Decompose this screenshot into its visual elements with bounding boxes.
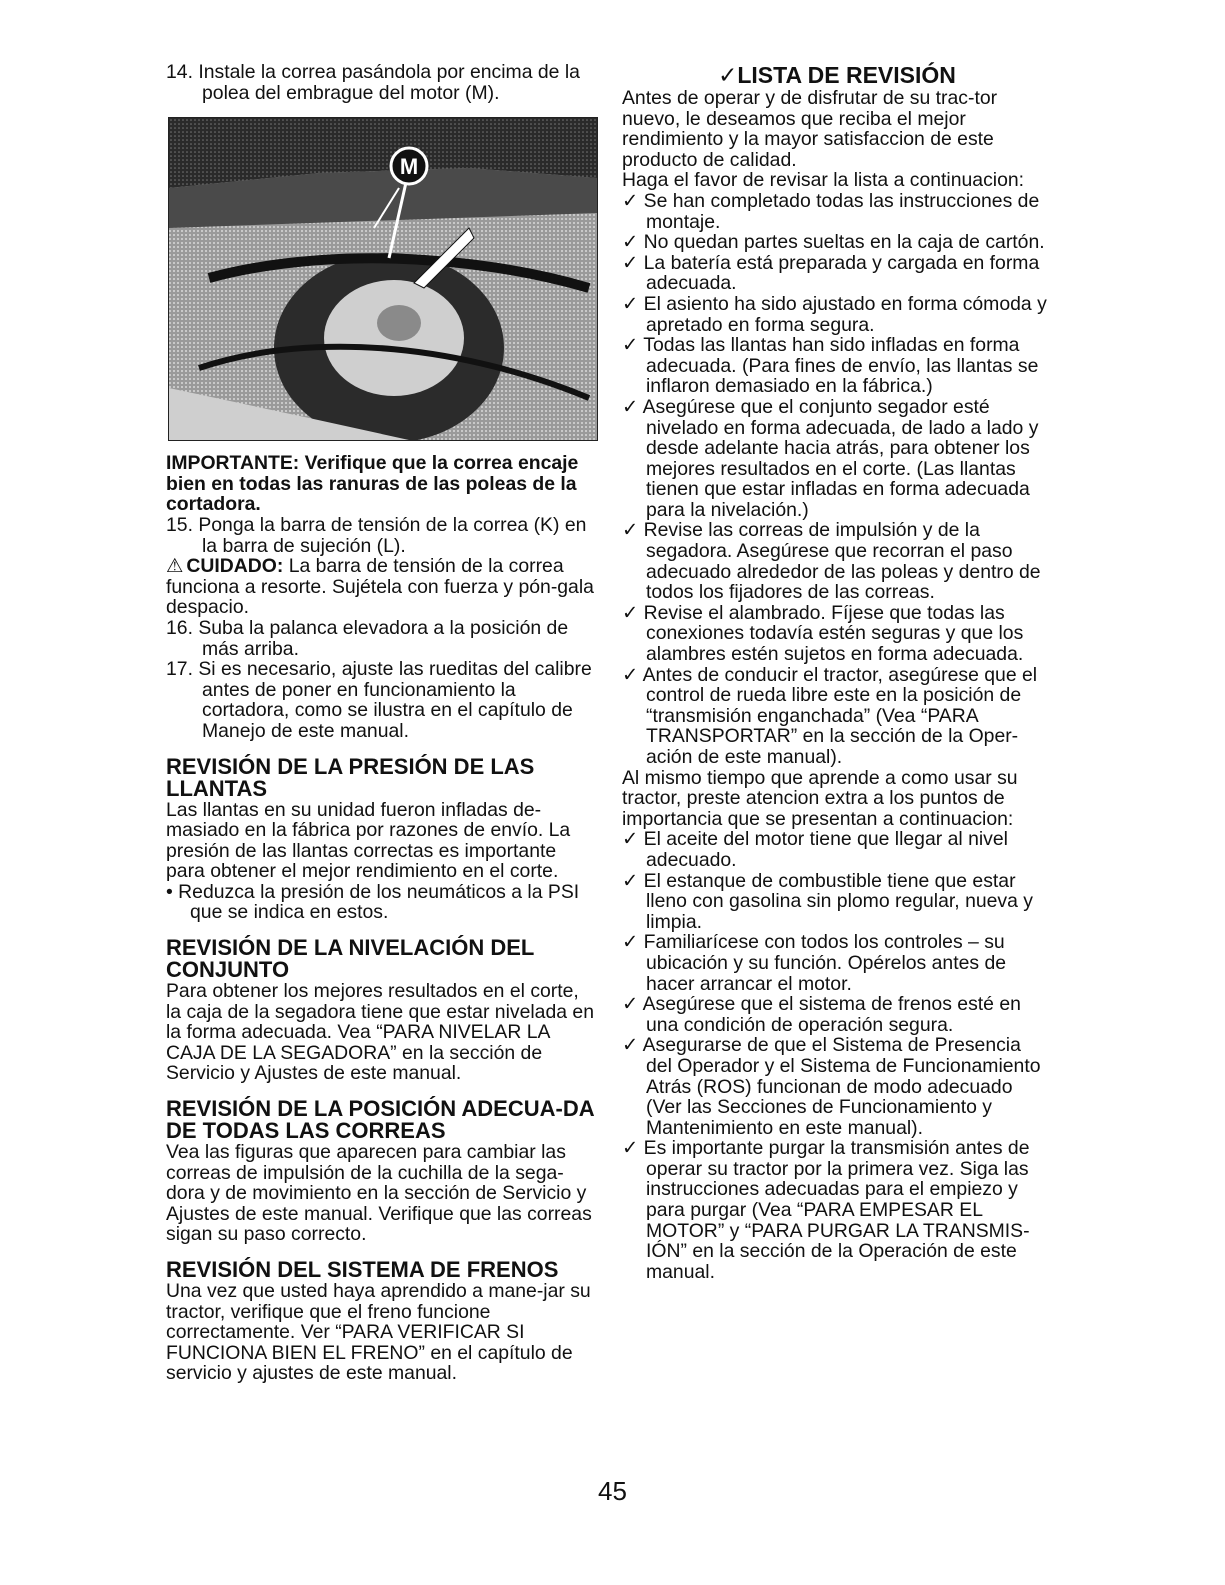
engine-pulley-photo: [168, 117, 598, 441]
checklist-middle: Al mismo tiempo que aprende a como usar su tractor, preste atencion extra a los puntos de importancia que se presentan a continuacion:: [622, 766, 1018, 830]
checklist-item: ✓ Asegurarse de que el Sistema de Presencia del Operador y el Sistema de Funcionamiento Atrás (ROS) funcionan de modo adecuado (Ver las Secciones de Funcionamiento y Mantenimiento en este manual).: [622, 1034, 1041, 1139]
step-17: 17. Si es necesario, ajuste las rueditas del calibre antes de poner en funcionamiento la cortadora, como se ilustra en el capítulo de Manejo de este manual.: [166, 658, 592, 742]
section-brakes-body: Una vez que usted haya aprendido a mane-jar su tractor, verifique que el freno funcione correctamente. Ver “PARA VERIFICAR SI FUNCIONA BIEN EL FRENO” en el capítulo de servicio y ajustes de este manual.: [166, 1280, 591, 1385]
step-14: 14. Instale la correa pasándola por encima de la polea del embrague del motor (M).: [166, 61, 580, 104]
caution-text: La barra de tensión de la correa funciona a resorte. Sujétela con fuerza y pón-gala despacio.: [166, 555, 594, 619]
caution-note: [166, 556, 596, 618]
checklist-item: ✓ El asiento ha sido ajustado en forma cómoda y apretado en forma segura.: [622, 292, 1047, 336]
section-tire-pressure-title: REVISIÓN DE LA PRESIÓN DE LAS LLANTAS: [166, 753, 535, 801]
section-belts-body: Vea las figuras que aparecen para cambiar las correas de impulsión de la cuchilla de la sega-dora y de movimiento en la sección de Servicio y Ajustes de este manual. Verifique que las correas sigan su paso correcto.: [166, 1141, 592, 1246]
section-belts-title: REVISIÓN DE LA POSICIÓN ADECUA-DA DE TODAS LAS CORREAS: [166, 1096, 594, 1144]
important-note: IMPORTANTE: Verifique que la correa encaje bien en todas las ranuras de las poleas de la cortadora.: [166, 452, 579, 516]
checklist-item: ✓ Asegúrese que el sistema de frenos esté en una condición de operación segura.: [622, 993, 1021, 1036]
checklist-item: ✓ No quedan partes sueltas en la caja de cartón.: [622, 231, 1045, 254]
checklist-item: ✓ Asegúrese que el conjunto segador esté nivelado en forma adecuada, de lado a lado y desde adelante hacia atrás, para obtener los mejores resultados en el corte. (Las llantas tienen que estar infladas en forma adecuada para la nivelación.): [622, 395, 1039, 521]
checklist-item: ✓ Todas las llantas han sido infladas en forma adecuada. (Para fines de envío, las llantas se inflaron demasiado en la fábrica.): [622, 334, 1039, 398]
right-column: [622, 62, 1052, 1282]
section-tire-pressure-bullet: • Reduzca la presión de los neumáticos a la PSI que se indica en estos.: [166, 880, 580, 924]
left-column: [166, 62, 596, 1384]
checklist-1: [622, 191, 1052, 768]
figure-callout-m: M: [399, 154, 419, 180]
checklist-item: ✓ El aceite del motor tiene que llegar al nivel adecuado.: [622, 828, 1008, 871]
checklist-item: ✓ Antes de conducir el tractor, asegúrese que el control de rueda libre este en la posición de “transmisión enganchada” (Vea “PARA TRANSPORTAR” en la sección de la Oper-ación de este manual).: [622, 663, 1038, 768]
section-leveling-title: REVISIÓN DE LA NIVELACIÓN DEL CONJUNTO: [166, 935, 534, 983]
photo-illustration: [169, 118, 597, 440]
checklist-item: ✓ La batería está preparada y cargada en forma adecuada.: [622, 251, 1040, 295]
checklist-item: ✓ Familiarícese con todos los controles – su ubicación y su función. Opérelos antes de hacer arrancar el motor.: [622, 931, 1007, 995]
step-16: 16. Suba la palanca elevadora a la posición de más arriba.: [166, 616, 569, 660]
page-number: 45: [598, 1476, 627, 1506]
checklist-item: ✓ Revise las correas de impulsión y de la segadora. Asegúrese que recorran el paso adecuado alrededor de las poleas y dentro de todos los fijadores de las correas.: [622, 519, 1041, 604]
checklist-item: ✓ Se han completado todas las instrucciones de montaje.: [622, 189, 1040, 233]
section-leveling-body: Para obtener los mejores resultados en el corte, la caja de la segadora tiene que estar nivelada en la forma adecuada. Vea “PARA NIVELAR LA CAJA DE LA SEGADORA” en la sección de Servicio y Ajustes de este manual.: [166, 980, 594, 1085]
checklist-intro: Antes de operar y de disfrutar de su trac-tor nuevo, le deseamos que reciba el mejor rendimiento y la mayor satisfaccion de este producto de calidad.: [622, 87, 998, 171]
section-tire-pressure-body: Las llantas en su unidad fueron infladas de-masiado en la fábrica por razones de envío. La presión de las llantas correctas es importante para obtener el mejor rendimiento en el corte.: [166, 798, 571, 883]
step-15: 15. Ponga la barra de tensión de la correa (K) en la barra de sujeción (L).: [166, 513, 587, 557]
section-brakes-title: REVISIÓN DEL SISTEMA DE FRENOS: [166, 1257, 559, 1282]
warning-triangle-icon: ⚠: [166, 555, 184, 578]
caution-label: CUIDADO:: [186, 555, 284, 578]
checklist-title: ✓LISTA DE REVISIÓN: [718, 62, 956, 88]
checklist-prompt: Haga el favor de revisar la lista a continuacion:: [622, 169, 1025, 192]
checklist-2: [622, 829, 1052, 1282]
checklist-item: ✓ Revise el alambrado. Fíjese que todas las conexiones todavía estén seguras y que los alambres estén sujetos en forma adecuada.: [622, 601, 1024, 666]
checklist-item: ✓ Es importante purgar la transmisión antes de operar su tractor por la primera vez. Siga las instrucciones adecuadas para el empiezo y para purgar (Vea “PARA EMPESAR EL MOTOR” y “PARA PURGAR LA TRANSMIS-IÓN” en la sección de la Operación de este manual.: [622, 1137, 1030, 1283]
checklist-item: ✓ El estanque de combustible tiene que estar lleno con gasolina sin plomo regular, nueva y limpia.: [622, 869, 1033, 933]
